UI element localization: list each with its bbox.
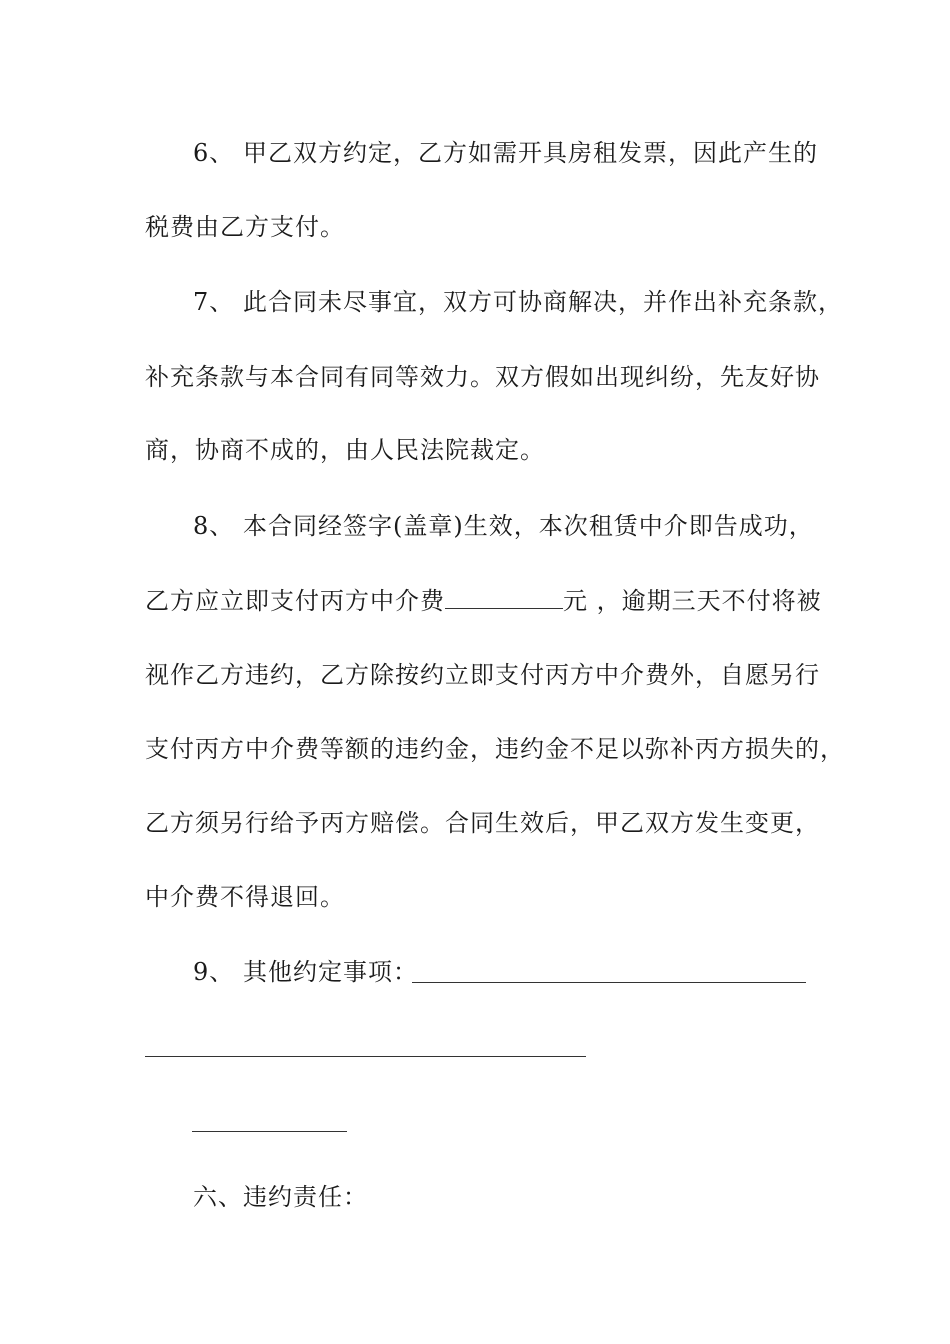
clause-7-number: 7、 [193, 288, 235, 316]
clause-9-label: 其他约定事项： [243, 958, 418, 986]
clause-8-text-1: 本合同经签字(盖章)生效，本次租赁中介即告成功， [243, 512, 814, 540]
clause-6-line-2: 税费由乙方支付。 [145, 213, 345, 241]
section-6-heading: 六、违约责任： [193, 1183, 368, 1211]
clause-8-text-2b: 元 ，逾期三天不付将被 [563, 587, 822, 615]
other-terms-blank-1[interactable] [412, 982, 806, 983]
clause-8-line-6: 中介费不得退回。 [145, 883, 345, 911]
other-terms-blank-2[interactable] [145, 1056, 586, 1057]
clause-6-line-1 [193, 137, 818, 169]
clause-6-number: 6、 [193, 139, 235, 167]
clause-7-line-1 [193, 286, 843, 318]
clause-8-number: 8、 [193, 512, 235, 540]
clause-8-line-4: 支付丙方中介费等额的违约金，违约金不足以弥补丙方损失的， [145, 735, 845, 763]
clause-9-line-1 [193, 956, 418, 988]
clause-7-text-1: 此合同未尽事宜，双方可协商解决，并作出补充条款， [243, 288, 843, 316]
clause-6-text-1: 甲乙双方约定，乙方如需开具房租发票，因此产生的 [243, 139, 818, 167]
clause-7-line-3: 商，协商不成的，由人民法院裁定。 [145, 436, 545, 464]
agency-fee-blank[interactable] [445, 586, 563, 609]
clause-8-line-1 [193, 510, 814, 542]
clause-9-number: 9、 [193, 958, 235, 986]
clause-7-line-2: 补充条款与本合同有同等效力。双方假如出现纠纷，先友好协 [145, 363, 820, 391]
other-terms-blank-3[interactable] [192, 1131, 347, 1132]
clause-8-line-5: 乙方须另行给予丙方赔偿。合同生效后，甲乙双方发生变更， [145, 809, 820, 837]
clause-8-line-3: 视作乙方违约，乙方除按约立即支付丙方中介费外，自愿另行 [145, 661, 820, 689]
clause-8-line-2 [145, 585, 822, 617]
clause-8-text-2a: 乙方应立即支付丙方中介费 [145, 587, 445, 615]
